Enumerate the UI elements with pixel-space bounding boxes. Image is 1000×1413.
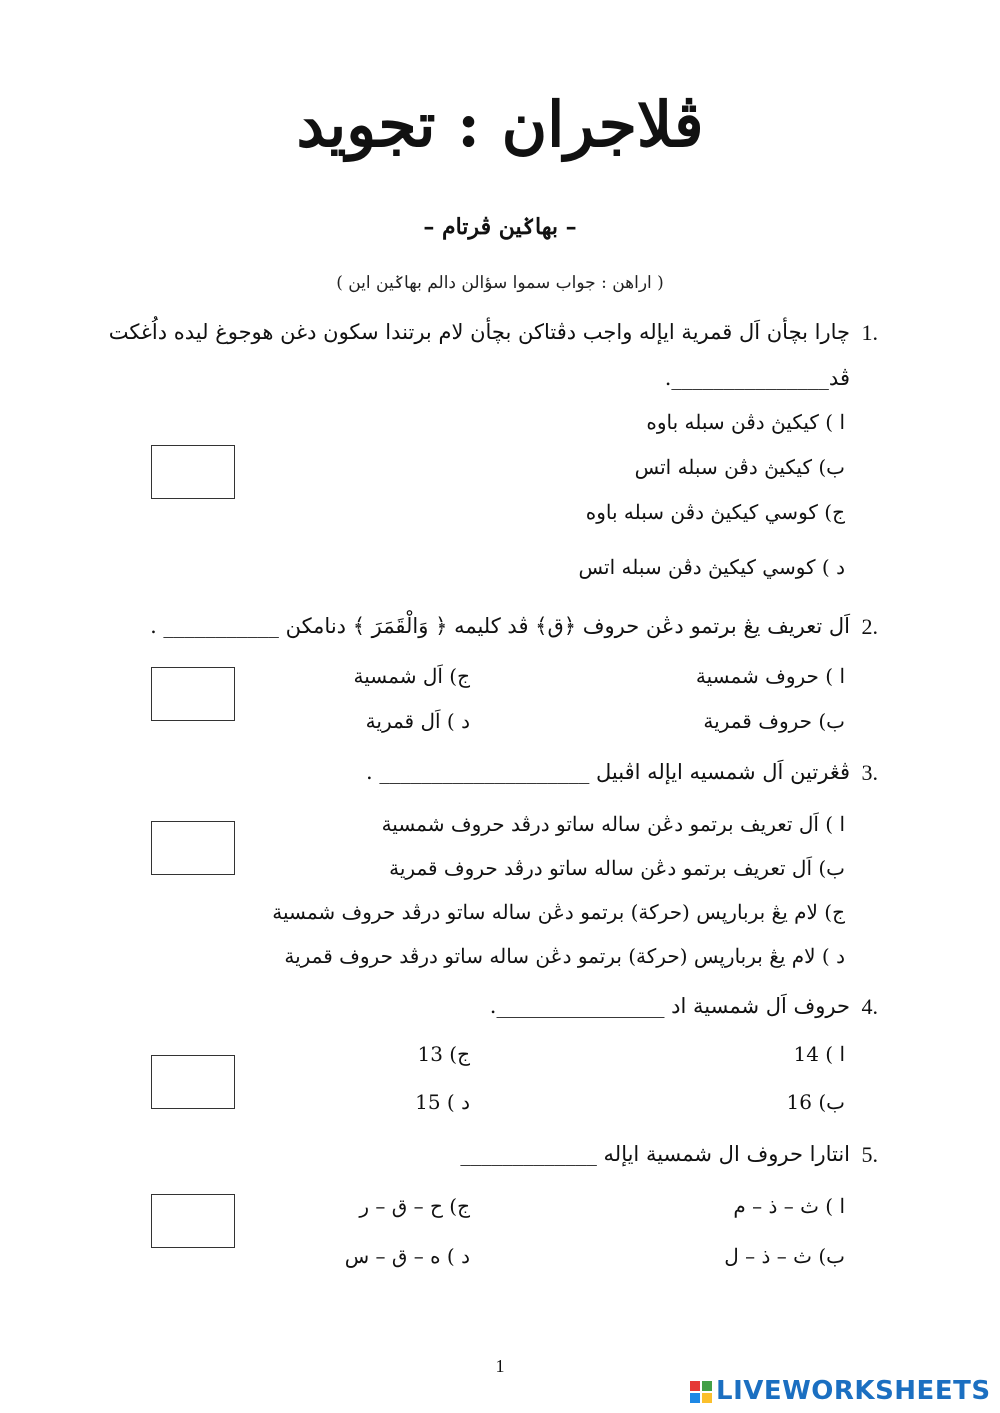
question-text: انتارا حروف ال شمسية ايإله _____________ — [460, 1142, 850, 1166]
option-c: ج) 13 — [417, 1042, 470, 1066]
option-b: ب) کيکيڽ دڤن سبله اتس — [634, 455, 845, 479]
answer-box[interactable] — [151, 821, 235, 875]
option-a: ا ) حروف شمسية — [695, 664, 845, 688]
option-c: ج) کوسي کيکيڽ دڤن سبله باوه — [585, 500, 845, 524]
option-b: ب) ث – ذ – ل — [724, 1244, 845, 1268]
answer-box[interactable] — [151, 667, 235, 721]
question-number: 2. — [861, 614, 878, 639]
question-text: اَل تعريف يڠ برتمو دڠن حروف ﴿ق﴾ ڤد کليمه ﴿ وَالْقَمَرَ ﴾ دنامکن ___________ . — [150, 614, 850, 638]
answer-box[interactable] — [151, 1055, 235, 1109]
page-number: 1 — [495, 1356, 505, 1376]
option-c: ج) ح – ق – ر — [359, 1194, 470, 1218]
liveworksheets-logo-icon — [690, 1381, 712, 1403]
option-c: ج) اَل شمسية — [353, 664, 470, 688]
option-d: د ) لام يڠ بربارڽس (حرکة) برتمو دڠن ساله ساتو درڤد حروف قمرية — [284, 944, 845, 968]
option-b: ب) اَل تعريف برتمو دڠن ساله ساتو درڤد حروف قمرية — [389, 856, 845, 880]
option-a: ا ) 14 — [793, 1042, 845, 1066]
question-number: 1. — [861, 320, 878, 345]
option-c: ج) لام يڠ بربارڽس (حرکة) برتمو دڠن ساله ساتو درڤد حروف شمسية — [272, 900, 845, 924]
option-d: د ) اَل قمرية — [365, 709, 470, 733]
option-a: ا ) اَل تعريف برتمو دڠن ساله ساتو درڤد حروف شمسية — [381, 812, 845, 836]
worksheet-title: ڤلاجران : تجويد — [296, 88, 704, 161]
question-text-blank: ڤد_______________. — [664, 366, 850, 390]
brand-logo-text: LIVEWORKSHEETS — [716, 1376, 991, 1406]
option-a: ا ) ث – ذ – م — [733, 1194, 845, 1218]
option-b: ب) حروف قمرية — [703, 709, 845, 733]
question-text: چارا بچأن اَل قمرية ايإله واجب دڤتاكن بچأن لام برتندا سکون دغن هوجوغ ليده داُغکت — [108, 320, 850, 344]
section-heading: – بهاݢين ڤرتام – — [423, 214, 577, 240]
option-d: د ) ه – ق – س — [344, 1244, 470, 1268]
question-number: 5. — [861, 1142, 878, 1167]
question-text: ڤڠرتين اَل شمسيه ايإله اڤبيل ____________________ . — [366, 760, 850, 784]
answer-box[interactable] — [151, 445, 235, 499]
question-number: 3. — [861, 760, 878, 785]
option-d: د ) 15 — [415, 1090, 470, 1114]
answer-box[interactable] — [151, 1194, 235, 1248]
option-d: د ) کوسي کيکيڽ دڤن سبله اتس — [578, 555, 845, 579]
question-text: حروف اَل شمسية اد ________________. — [489, 994, 850, 1018]
option-b: ب) 16 — [786, 1090, 845, 1114]
option-a: ا ) کيکيڽ دڤن سبله باوه — [646, 410, 845, 434]
instructions: ( اراهن : جواب سموا سؤالن دالم بهاݢين اين ) — [336, 273, 664, 293]
question-number: 4. — [861, 994, 878, 1019]
